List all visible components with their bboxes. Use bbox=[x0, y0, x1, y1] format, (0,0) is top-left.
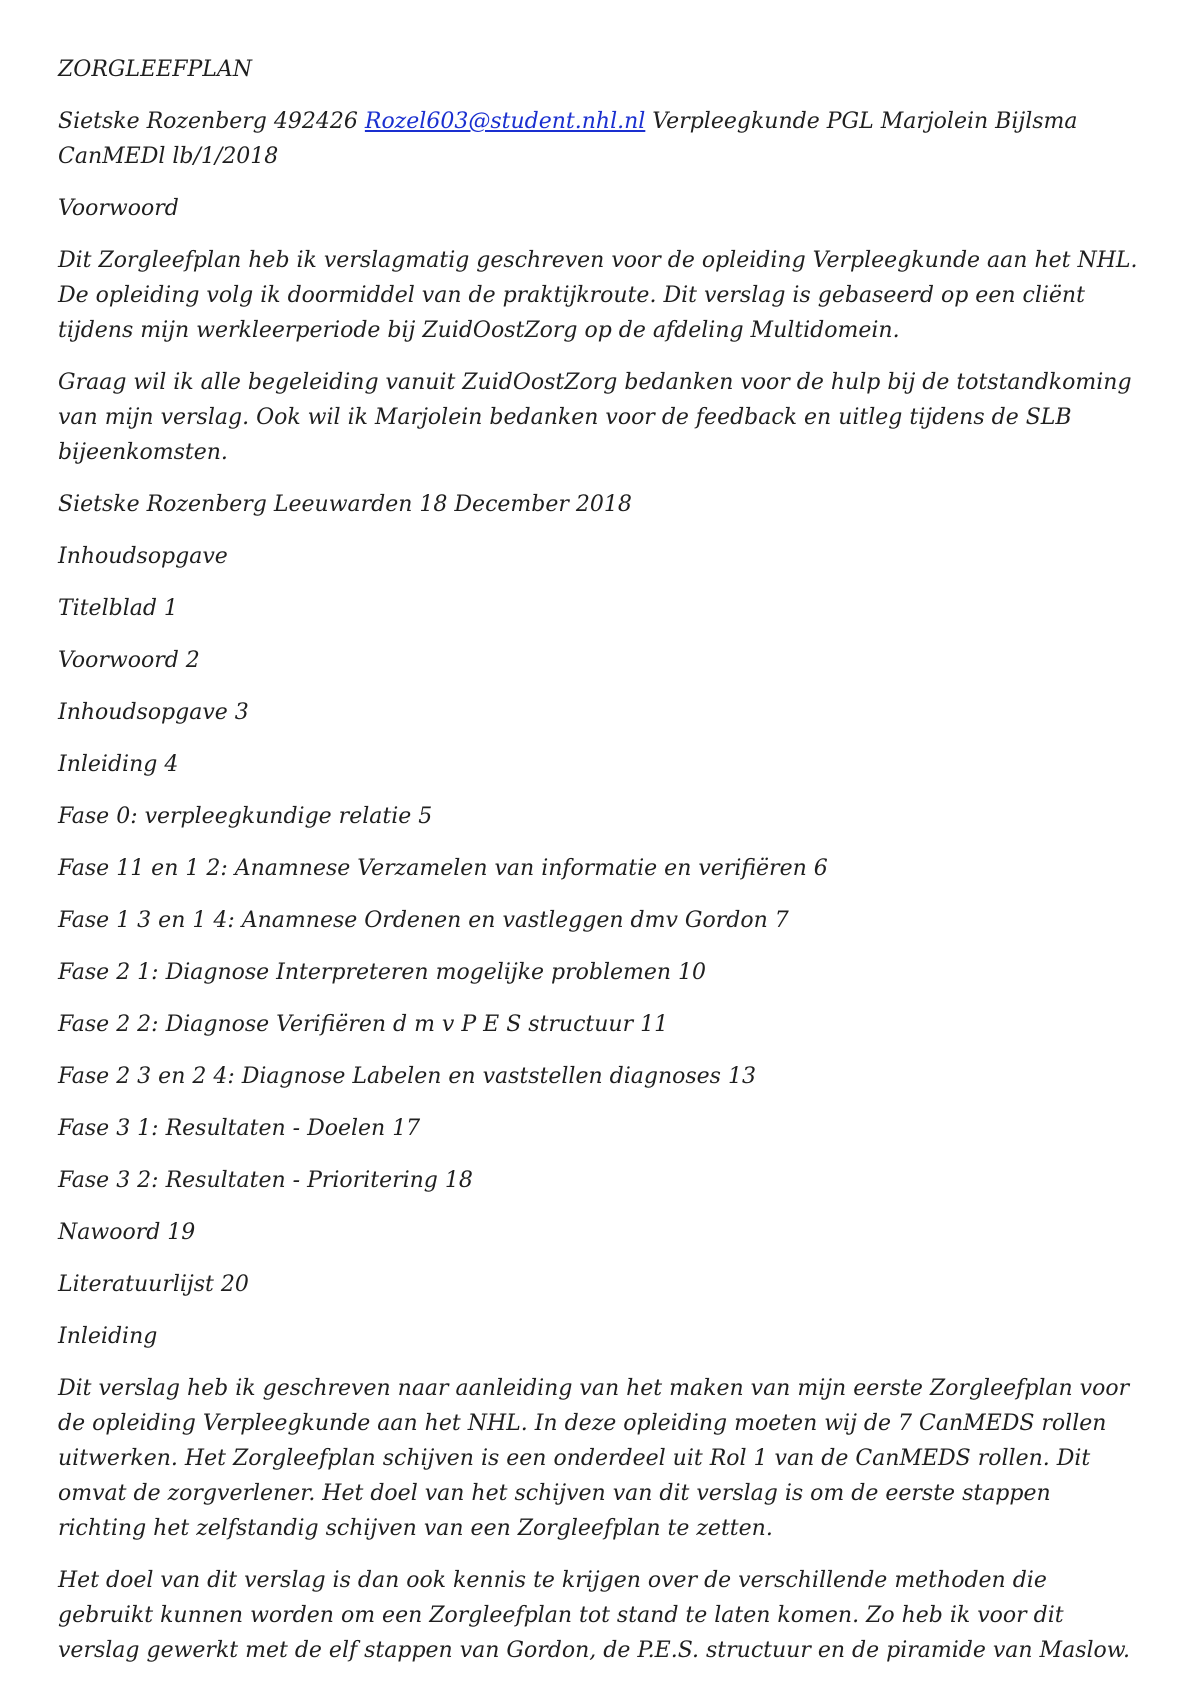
toc-item: Fase 3 1: Resultaten - Doelen 17 bbox=[58, 1116, 421, 1141]
intro-paragraph-2: Het doel van dit verslag is dan ook kennis te krijgen over de verschillende methoden die gebruikt kunnen worden om een Zorgleefplan tot stand te laten komen. Zo heb ik voor dit verslag gewerkt met de elf stappen van Gordon, de P.E.S. structuur en de piramide van Maslow. bbox=[58, 1568, 1130, 1663]
document-title: ZORGLEEFPLAN bbox=[58, 57, 253, 82]
foreword-heading: Voorwoord bbox=[58, 196, 179, 221]
toc-item: Voorwoord 2 bbox=[58, 648, 200, 673]
author-info: Sietske Rozenberg 492426 bbox=[58, 109, 365, 134]
toc-item: Titelblad 1 bbox=[58, 596, 178, 621]
toc-item: Nawoord 19 bbox=[58, 1220, 196, 1245]
email-link[interactable]: Rozel603@student.nhl.nl bbox=[364, 109, 646, 134]
signature-line: Sietske Rozenberg Leeuwarden 18 December 2018 bbox=[58, 492, 632, 517]
foreword-paragraph-1: Dit Zorgleefplan heb ik verslagmatig geschreven voor de opleiding Verpleegkunde aan het NHL. De opleiding volg ik doormiddel van de praktijkroute. Dit verslag is gebaseerd op een cliënt tijdens mijn werkleerperiode bij ZuidOostZorg op de afdeling Multidomein. bbox=[58, 248, 1138, 343]
toc-heading: Inhoudsopgave bbox=[58, 544, 228, 569]
toc-item: Fase 0: verpleegkundige relatie 5 bbox=[58, 804, 433, 829]
toc-item: Fase 1 3 en 1 4: Anamnese Ordenen en vastleggen dmv Gordon 7 bbox=[58, 908, 789, 933]
toc-item: Fase 2 2: Diagnose Verifiëren d m v P E S structuur 11 bbox=[58, 1012, 669, 1037]
intro-paragraph-1: Dit verslag heb ik geschreven naar aanleiding van het maken van mijn eerste Zorgleefplan voor de opleiding Verpleegkunde aan het NHL. In deze opleiding moeten wij de 7 CanMEDS rollen uitwerken. Het Zorgleefplan schijven is een onderdeel uit Rol 1 van de CanMEDS rollen. Dit omvat de zorgverlener. Het doel van het schijven van dit verslag is om de eerste stappen richting het zelfstandig schijven van een Zorgleefplan te zetten. bbox=[58, 1376, 1130, 1541]
author-line bbox=[58, 104, 1140, 174]
foreword-paragraph-2: Graag wil ik alle begeleiding vanuit ZuidOostZorg bedanken voor de hulp bij de totstandkoming van mijn verslag. Ook wil ik Marjolein bedanken voor de feedback en uitleg tijdens de SLB bijeenkomsten. bbox=[58, 370, 1132, 465]
table-of-contents bbox=[58, 591, 1140, 1302]
toc-item: Fase 11 en 1 2: Anamnese Verzamelen van informatie en verifiëren 6 bbox=[58, 856, 828, 881]
toc-item: Inleiding 4 bbox=[58, 752, 179, 777]
intro-heading: Inleiding bbox=[58, 1324, 158, 1349]
toc-item: Fase 2 1: Diagnose Interpreteren mogelijke problemen 10 bbox=[58, 960, 707, 985]
toc-item: Fase 2 3 en 2 4: Diagnose Labelen en vaststellen diagnoses 13 bbox=[58, 1064, 756, 1089]
course-info: Verpleegkunde PGL Marjolein Bijlsma CanMEDl lb/1/2018 bbox=[58, 109, 1078, 169]
toc-item: Inhoudsopgave 3 bbox=[58, 700, 249, 725]
toc-item: Fase 3 2: Resultaten - Prioritering 18 bbox=[58, 1168, 473, 1193]
toc-item: Literatuurlijst 20 bbox=[58, 1272, 249, 1297]
